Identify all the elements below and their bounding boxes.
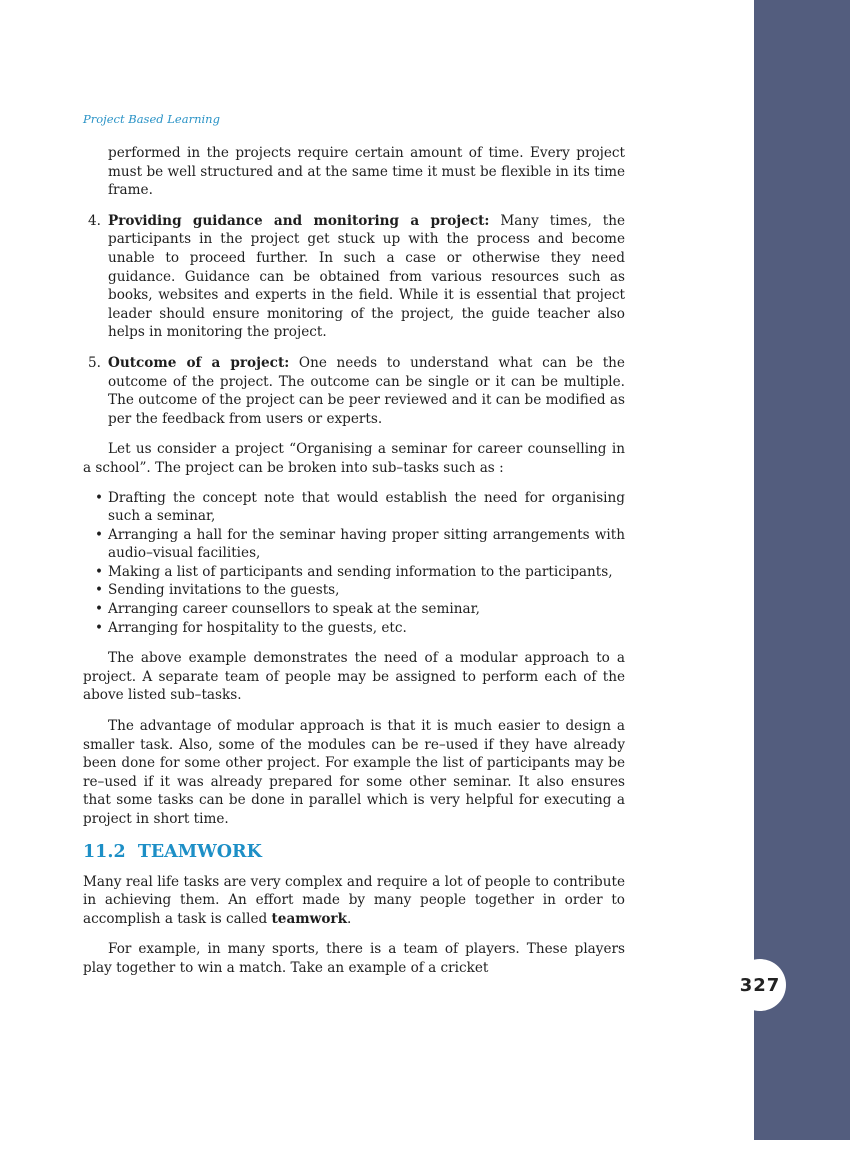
section-heading [83,841,625,863]
list-item: • Drafting the concept note that would establish the need for organising such a seminar, [95,489,625,525]
teamwork-term: teamwork [271,910,347,927]
bullet-icon: • [95,619,104,636]
item-paragraph [108,212,625,342]
page-body [83,144,625,978]
item-title: Providing guidance and monitoring a project: [108,212,490,229]
bullet-icon: • [95,526,104,543]
list-item: • Arranging career counsellors to speak at the seminar, [95,601,480,618]
list-item: • Arranging for hospitality to the guests, etc. [95,619,407,636]
continuation-paragraph: performed in the projects require certain amount of time. Every project must be well structured and at the same time it must be flexible in its time frame. [108,145,625,199]
paragraph-consider: Let us consider a project “Organising a seminar for career counselling in a school”. The project can be broken into sub–tasks such as : [83,441,625,476]
list-item: • Sending invitations to the guests, [95,582,340,599]
item-text: One needs to understand what can be the outcome of the project. The outcome can be single or it can be multiple. The outcome of the project can be peer reviewed and it can be modified as per the feedback from users or experts. [108,354,625,427]
list-item: • Arranging a hall for the seminar having proper sitting arrangements with audio–visual facilities, [95,526,625,562]
running-head: Project Based Learning [83,112,220,126]
bullet-icon: • [95,582,104,599]
numbered-item-5 [83,354,625,428]
item-paragraph [108,354,625,428]
list-item: • Making a list of participants and sending information to the participants, [95,563,613,580]
section-number: 11.2 [83,841,126,862]
paragraph-example: For example, in many sports, there is a team of players. These players play together to win a match. Take an example of a cricket [83,941,625,976]
bullet-icon: • [95,489,104,506]
section-title: TEAMWORK [137,841,262,862]
item-text: Many times, the participants in the project get stuck up with the process and become unable to proceed further. In such a case or otherwise they need guidance. Guidance can be obtained from various resources such as books, websites and experts in the field. While it is essential that project leader should ensure monitoring of the project, the guide teacher also helps in monitoring the project. [108,212,625,341]
paragraph-teamwork: Many real life tasks are very complex and require a lot of people to contribute in achieving them. An effort made by many people together in order to accomplish a task is called teamwork. [83,873,625,927]
page-number: 327 [734,959,786,1011]
subtask-list [83,489,625,638]
paragraph-advantage: The advantage of modular approach is that it is much easier to design a smaller task. Also, some of the modules can be re–used if they have already been done for some other project. For example the list of participants may be re–used if it was already prepared for some other seminar. It also ensures that some tasks can be done in parallel which is very helpful for executing a project in short time. [83,718,625,827]
item-number: 4. [88,212,101,229]
item-title: Outcome of a project: [108,354,290,371]
item-number: 5. [88,354,101,371]
numbered-item-4 [83,212,625,342]
paragraph-modular: The above example demonstrates the need of a modular approach to a project. A separate team of people may be assigned to perform each of the above listed sub–tasks. [83,650,625,704]
bullet-icon: • [95,601,104,618]
bullet-icon: • [95,563,104,580]
